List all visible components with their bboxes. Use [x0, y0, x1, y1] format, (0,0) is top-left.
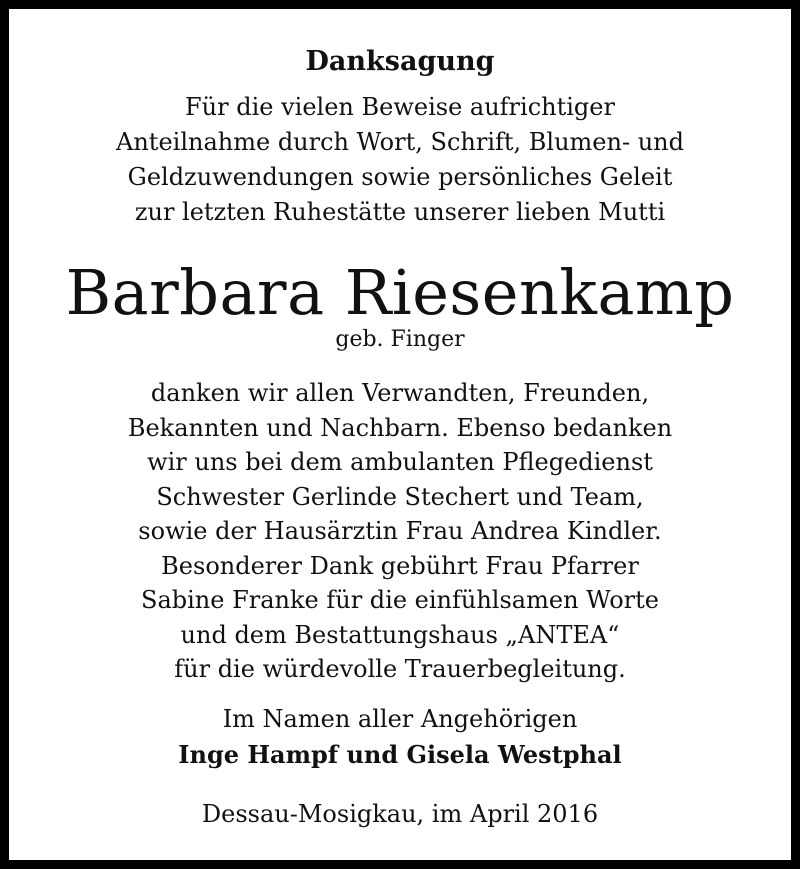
thanks-line: Sabine Franke für die einfühlsamen Worte: [141, 586, 659, 614]
thanks-line: danken wir allen Verwandten, Freunden,: [150, 379, 650, 407]
maiden-name: geb. Finger: [335, 327, 465, 352]
thanks-line: Schwester Gerlinde Stechert und Team,: [156, 482, 644, 511]
thanks-line: Bekannten und Nachbarn. Ebenso bedanken: [127, 413, 673, 442]
intro-line: Geldzuwendungen sowie persönliches Geleit: [127, 163, 673, 191]
intro-line: Für die vielen Beweise aufrichtiger: [185, 93, 615, 121]
thanks-line: Besonderer Dank gebührt Frau Pfarrer: [161, 551, 639, 580]
thanks-line: für die würdevolle Trauerbegleitung.: [174, 655, 626, 683]
place-date: Dessau-Mosigkau, im April 2016: [201, 800, 599, 828]
signers: Inge Hampf und Gisela Westphal: [178, 740, 622, 769]
intro-paragraph: [9, 90, 791, 230]
intro-line: Anteilnahme durch Wort, Schrift, Blumen- und: [116, 128, 684, 156]
thanks-line: wir uns bei dem ambulanten Pflegedienst: [147, 448, 653, 476]
intro-line: zur letzten Ruhestätte unserer lieben Mutti: [134, 198, 666, 226]
thanks-line: und dem Bestattungshaus „ANTEA“: [180, 620, 620, 649]
thanks-paragraph: [9, 376, 791, 687]
notice-heading: Danksagung: [305, 46, 495, 77]
on-behalf-line: Im Namen aller Angehörigen: [222, 705, 578, 733]
thanks-line: sowie der Hausärztin Frau Andrea Kindler.: [138, 517, 662, 545]
deceased-name: Barbara Riesenkamp: [65, 256, 735, 329]
